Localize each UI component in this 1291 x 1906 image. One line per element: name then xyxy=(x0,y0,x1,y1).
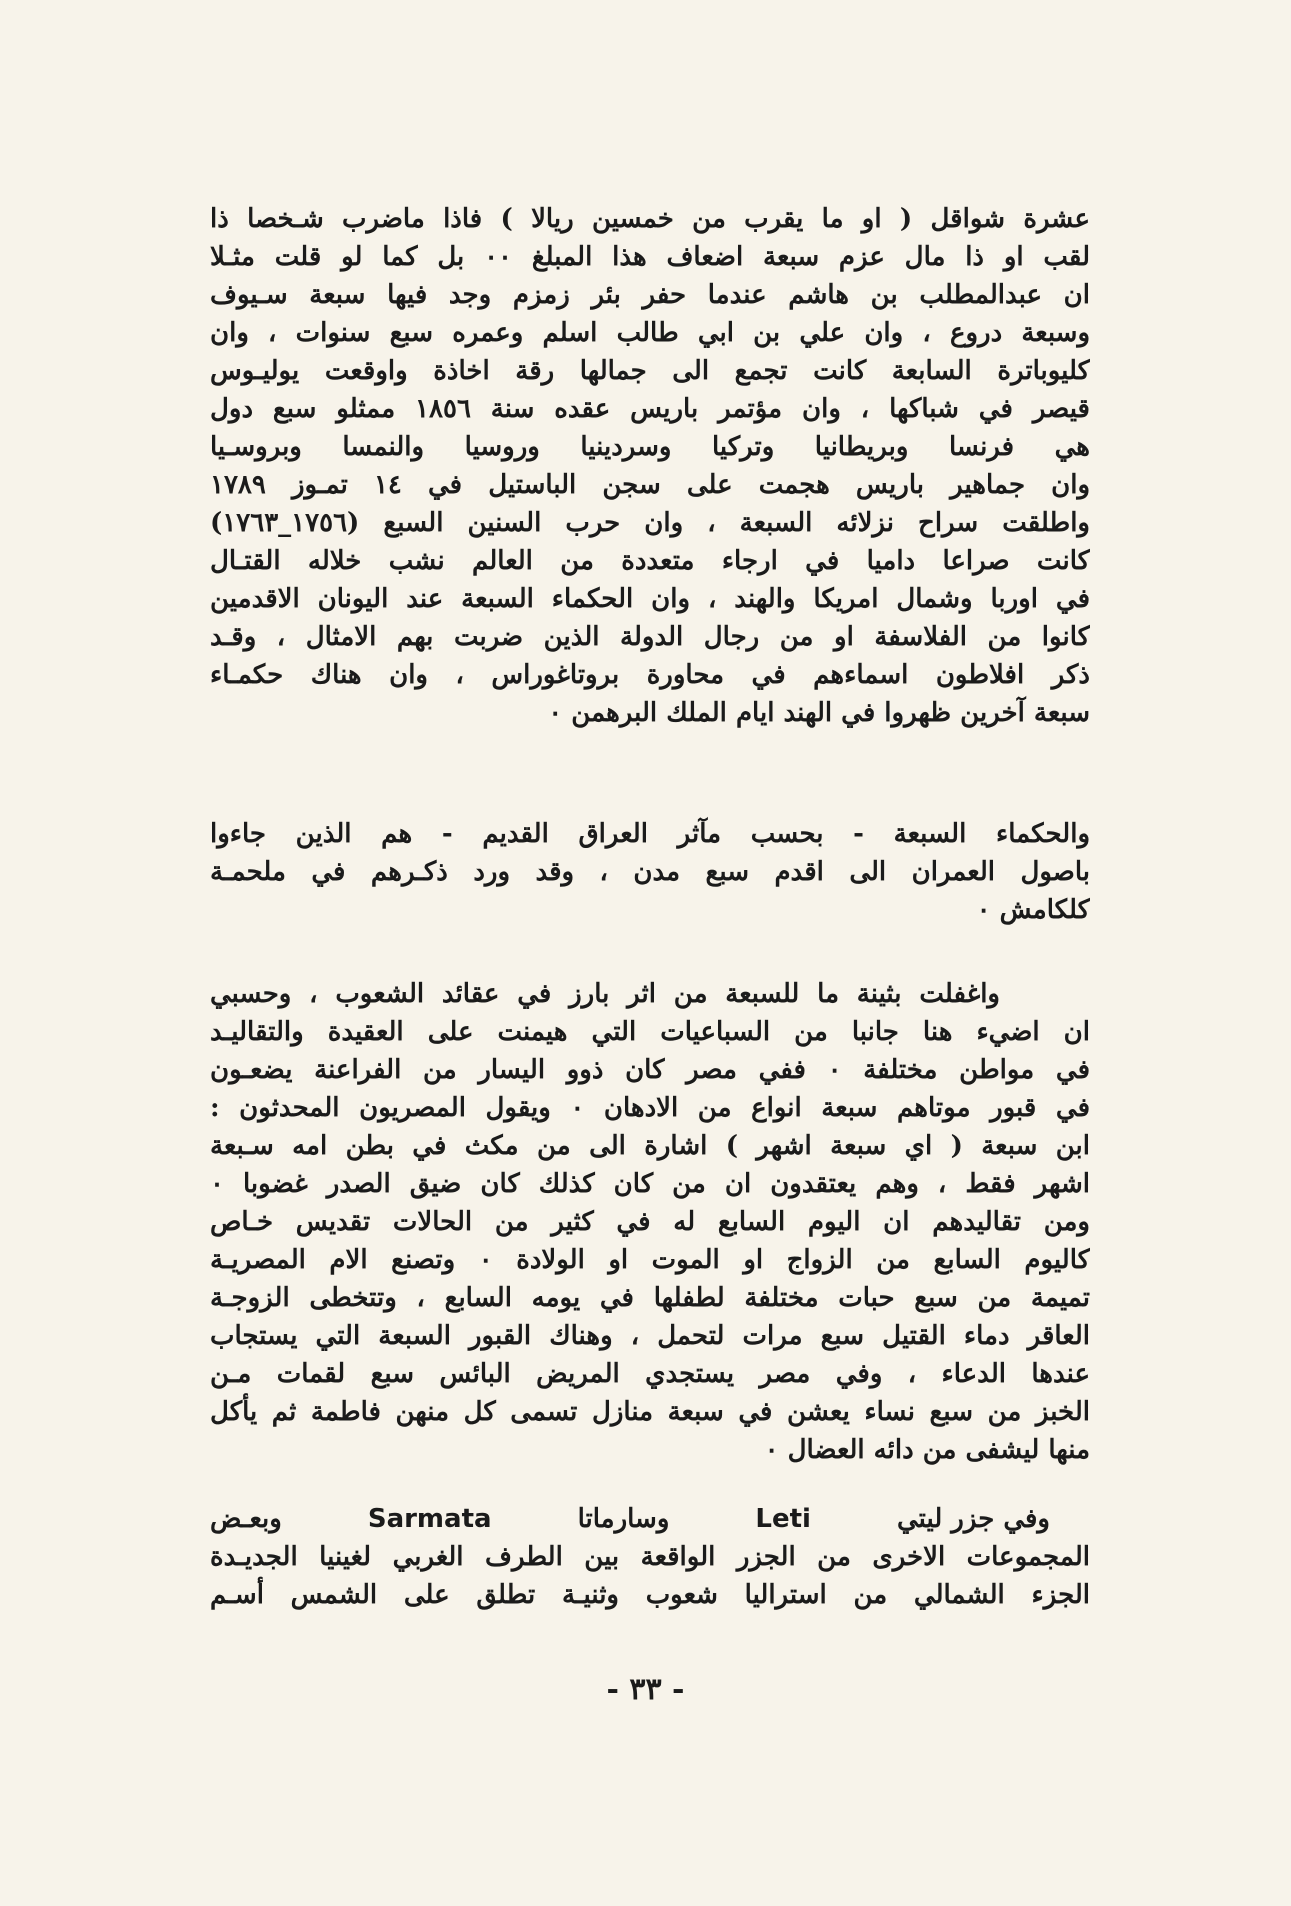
text-line: قيصر في شباكها ، وان مؤتمر باريس عقده سنة ١٨٥٦ ممثلو سبع دول xyxy=(210,394,1090,424)
text-line: ومن تقاليدهم ان اليوم السابع له في كثير من الحالات تقديس خـاص xyxy=(210,1207,1090,1237)
text-segment: وبعـض xyxy=(210,1504,282,1534)
text-line: ذكر افلاطون اسماءهم في محاورة بروتاغوراس ، وان هناك حكمـاء xyxy=(210,660,1090,690)
paragraph-3 xyxy=(210,975,1090,1469)
paragraph-1 xyxy=(210,200,1090,732)
text-line: واغفلت بثينة ما للسبعة من اثر بارز في عقائد الشعوب ، وحسبي xyxy=(210,979,1000,1009)
text-line: لقب او ذا مال عزم سبعة اضعاف هذا المبلغ ٠٠ بل كما لو قلت مثـلا xyxy=(210,242,1090,272)
text-line: ان اضيء هنا جانبا من السباعيات التي هيمنت على العقيدة والتقاليـد xyxy=(210,1017,1090,1047)
text-line: في مواطن مختلفة ٠ ففي مصر كان ذوو اليسار من الفراعنة يضعـون xyxy=(210,1055,1090,1085)
text-line: الجزء الشمالي من استراليا شعوب وثنيـة تطلق على الشمس أسـم xyxy=(210,1580,1090,1610)
text-line: وسبعة دروع ، وان علي بن ابي طالب اسلم وعمره سبع سنوات ، وان xyxy=(210,318,1090,348)
text-line: في قبور موتاهم سبعة انواع من الادهان ٠ ويقول المصريون المحدثون : xyxy=(210,1093,1090,1123)
text-line: ابن سبعة ( اي سبعة اشهر ) اشارة الى من مكث في بطن امه سـبعة xyxy=(210,1131,1090,1161)
text-line: واطلقت سراح نزلائه السبعة ، وان حرب السنين السبع (١٧٥٦_١٧٦٣) xyxy=(210,508,1090,538)
text-line: باصول العمران الى اقدم سبع مدن ، وقد ورد ذكـرهم في ملحمـة xyxy=(210,857,1090,887)
text-line: كانت صراعا داميا في ارجاء متعددة من العالم نشب خلاله القتـال xyxy=(210,546,1090,576)
text-line: المجموعات الاخرى من الجزر الواقعة بين الطرف الغربي لغينيا الجديـدة xyxy=(210,1542,1090,1572)
latin-term: Leti xyxy=(755,1504,811,1534)
page-number: - ٣٣ - xyxy=(606,1672,685,1707)
text-line: العاقر دماء القتيل سبع مرات لتحمل ، وهناك القبور السبعة التي يستجاب xyxy=(210,1321,1090,1351)
text-line: عندها الدعاء ، وفي مصر يستجدي المريض البائس سبع لقمات مـن xyxy=(210,1359,1090,1389)
text-line: الخبز من سبع نساء يعشن في سبعة منازل تسمى كل منهن فاطمة ثم يأكل xyxy=(210,1397,1090,1427)
text-line: كليوباترة السابعة كانت تجمع الى جمالها رقة اخاذة واوقعت يوليـوس xyxy=(210,356,1090,386)
text-line: في اوربا وشمال امريكا والهند ، وان الحكماء السبعة عند اليونان الاقدمين xyxy=(210,584,1090,614)
text-line: وان جماهير باريس هجمت على سجن الباستيل في ١٤ تمـوز ١٧٨٩ xyxy=(210,470,1090,500)
text-line: عشرة شواقل ( او ما يقرب من خمسين ريالا ) فاذا ماضرب شـخصا ذا xyxy=(210,204,1090,234)
text-line: كلكامش ٠ xyxy=(976,895,1090,925)
text-line: ان عبدالمطلب بن هاشم عندما حفر بئر زمزم وجد فيها سبعة سـيوف xyxy=(210,280,1090,310)
text-segment: وفي جزر ليتي xyxy=(896,1504,1050,1534)
text-line: هي فرنسا وبريطانيا وتركيا وسردينيا وروسيا والنمسا وبروسـيا xyxy=(210,432,1090,462)
text-line: والحكماء السبعة - بحسب مآثر العراق القديم - هم الذين جاءوا xyxy=(210,819,1090,849)
text-line: تميمة من سبع حبات مختلفة لطفلها في يومه السابع ، وتتخطى الزوجـة xyxy=(210,1283,1090,1313)
text-line: اشهر فقط ، وهم يعتقدون ان من كان كذلك كان ضيق الصدر غضوبا ٠ xyxy=(210,1169,1090,1199)
latin-term: Sarmata xyxy=(367,1504,492,1534)
text-segment: وسارماتا xyxy=(577,1504,670,1534)
text-line: كانوا من الفلاسفة او من رجال الدولة الذين ضربت بهم الامثال ، وقـد xyxy=(210,622,1090,652)
text-line: منها ليشفى من دائه العضال ٠ xyxy=(764,1435,1090,1465)
text-line-mixed xyxy=(210,1500,1090,1538)
text-line: سبعة آخرين ظهروا في الهند ايام الملك البرهمن ٠ xyxy=(548,698,1090,728)
paragraph-4 xyxy=(210,1500,1090,1614)
text-line: كاليوم السابع من الزواج او الموت او الولادة ٠ وتصنع الام المصريـة xyxy=(210,1245,1090,1275)
paragraph-2 xyxy=(210,815,1090,929)
